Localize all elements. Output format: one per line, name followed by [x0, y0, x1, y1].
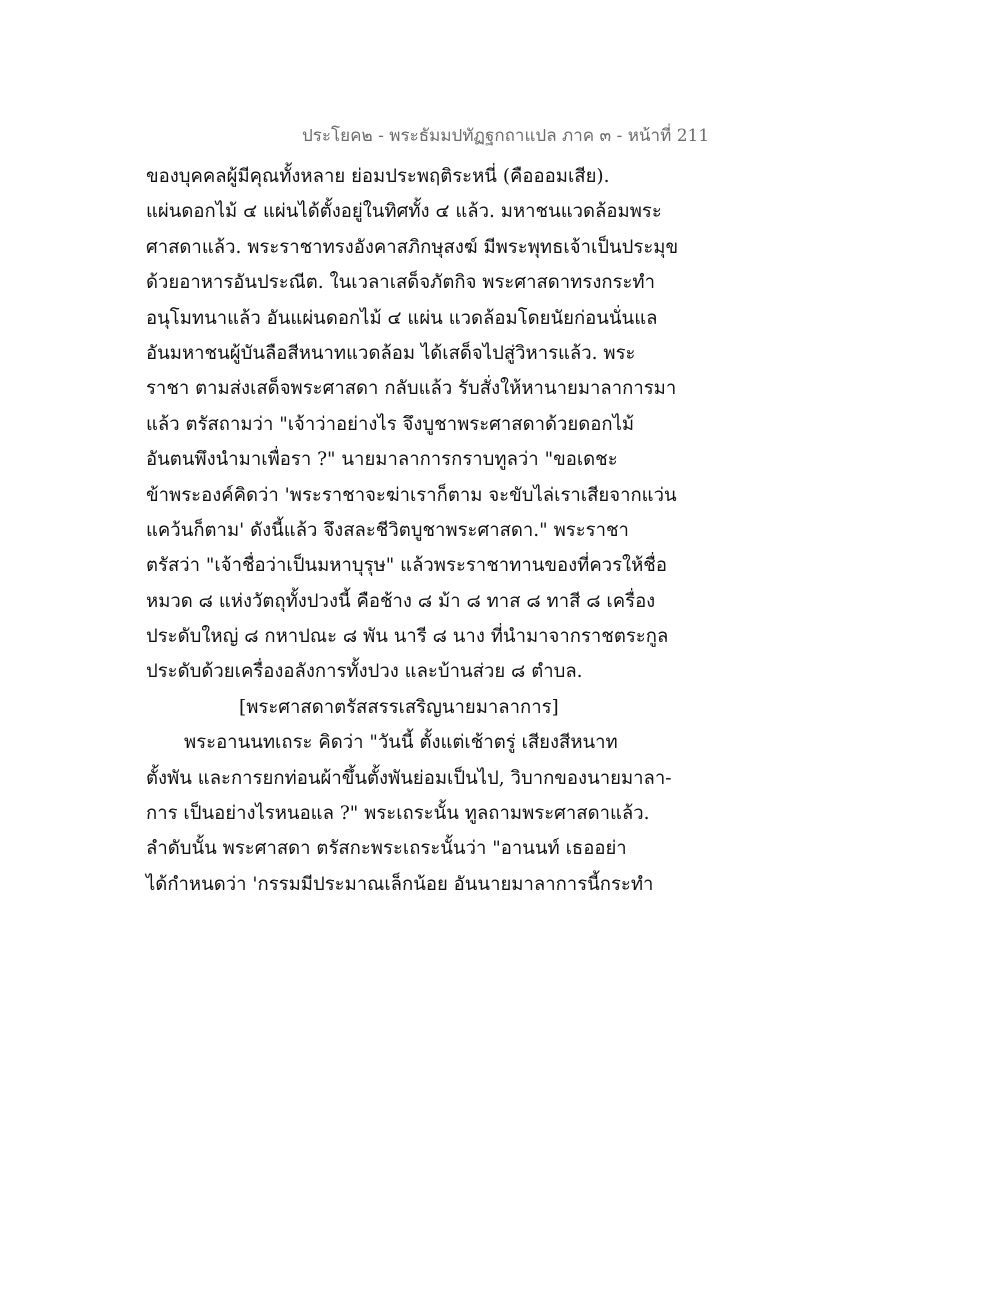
text-line: แผ่นดอกไม้ ๔ แผ่นได้ตั้งอยู่ในทิศทั้ง ๔ แล้ว. มหาชนแวดล้อมพระ [146, 201, 662, 223]
text-line: ข้าพระองค์คิดว่า 'พระราชาจะฆ่าเราก็ตาม จะขับไล่เราเสียจากแว่น [146, 484, 677, 506]
text-line: การ เป็นอย่างไรหนอแล ?" พระเถระนั้น ทูลถามพระศาสดาแล้ว. [146, 803, 650, 825]
text-line: อันมหาชนผู้บันลือสีหนาทแวดล้อม ได้เสด็จไปสู่วิหารแล้ว. พระ [146, 342, 636, 364]
text-line: ตรัสว่า "เจ้าชื่อว่าเป็นมหาบุรุษ" แล้วพระราชาทานของที่ควรให้ชื่อ [146, 555, 667, 577]
text-line: ประดับด้วยเครื่องอลังการทั้งปวง และบ้านส่วย ๘ ตำบล. [146, 661, 583, 683]
text-line: หมวด ๘ แห่งวัตถุทั้งปวงนี้ คือช้าง ๘ ม้า ๘ ทาส ๘ ทาสี ๘ เครื่อง [146, 590, 656, 612]
text-line: แคว้นก็ตาม' ดังนี้แล้ว จึงสละชีวิตบูชาพระศาสดา." พระราชา [146, 519, 629, 541]
text-line: ของบุคคลผู้มีคุณทั้งหลาย ย่อมประพฤติระหนี่ (คือออมเสีย). [146, 166, 610, 187]
text-line: แล้ว ตรัสถามว่า "เจ้าว่าอย่างไร จึงบูชาพระศาสดาด้วยดอกไม้ [146, 413, 635, 435]
text-line: ประดับใหญ่ ๘ กหาปณะ ๘ พัน นารี ๘ นาง ที่นำมาจากราชตระกูล [146, 626, 669, 648]
text-line: พระอานนทเถระ คิดว่า "วันนี้ ตั้งแต่เช้าตรู่ เสียงสีหนาท [184, 732, 618, 754]
text-line: ราชา ตามส่งเสด็จพระศาสดา กลับแล้ว รับสั่งให้หานายมาลาการมา [146, 378, 677, 400]
section-heading: [พระศาสดาตรัสสรรเสริญนายมาลาการ] [239, 696, 559, 718]
text-line: ด้วยอาหารอันประณีต. ในเวลาเสด็จภัตกิจ พระศาสดาทรงกระทำ [146, 272, 656, 294]
text-line: อนุโมทนาแล้ว อันแผ่นดอกไม้ ๔ แผ่น แวดล้อมโดยนัยก่อนนั่นแล [146, 307, 658, 329]
running-header: ประโยค๒ - พระธัมมปทัฏฐกถาแปล ภาค ๓ - หน้าที่ 211 [302, 126, 710, 146]
text-line: ศาสดาแล้ว. พระราชาทรงอังคาสภิกษุสงฆ์ มีพระพุทธเจ้าเป็นประมุข [146, 236, 679, 258]
text-line: ตั้งพัน และการยกท่อนผ้าขึ้นตั้งพันย่อมเป็นไป, วิบากของนายมาลา- [146, 767, 672, 789]
body-text [146, 159, 706, 902]
text-line: ได้กำหนดว่า 'กรรมมีประมาณเล็กน้อย อันนายมาลาการนี้กระทำ [146, 873, 654, 895]
text-line: ลำดับนั้น พระศาสดา ตรัสกะพระเถระนั้นว่า "อานนท์ เธออย่า [146, 838, 627, 860]
text-line: อันตนพึงนำมาเพื่อรา ?" นายมาลาการกราบทูลว่า "ขอเดชะ [146, 449, 618, 471]
